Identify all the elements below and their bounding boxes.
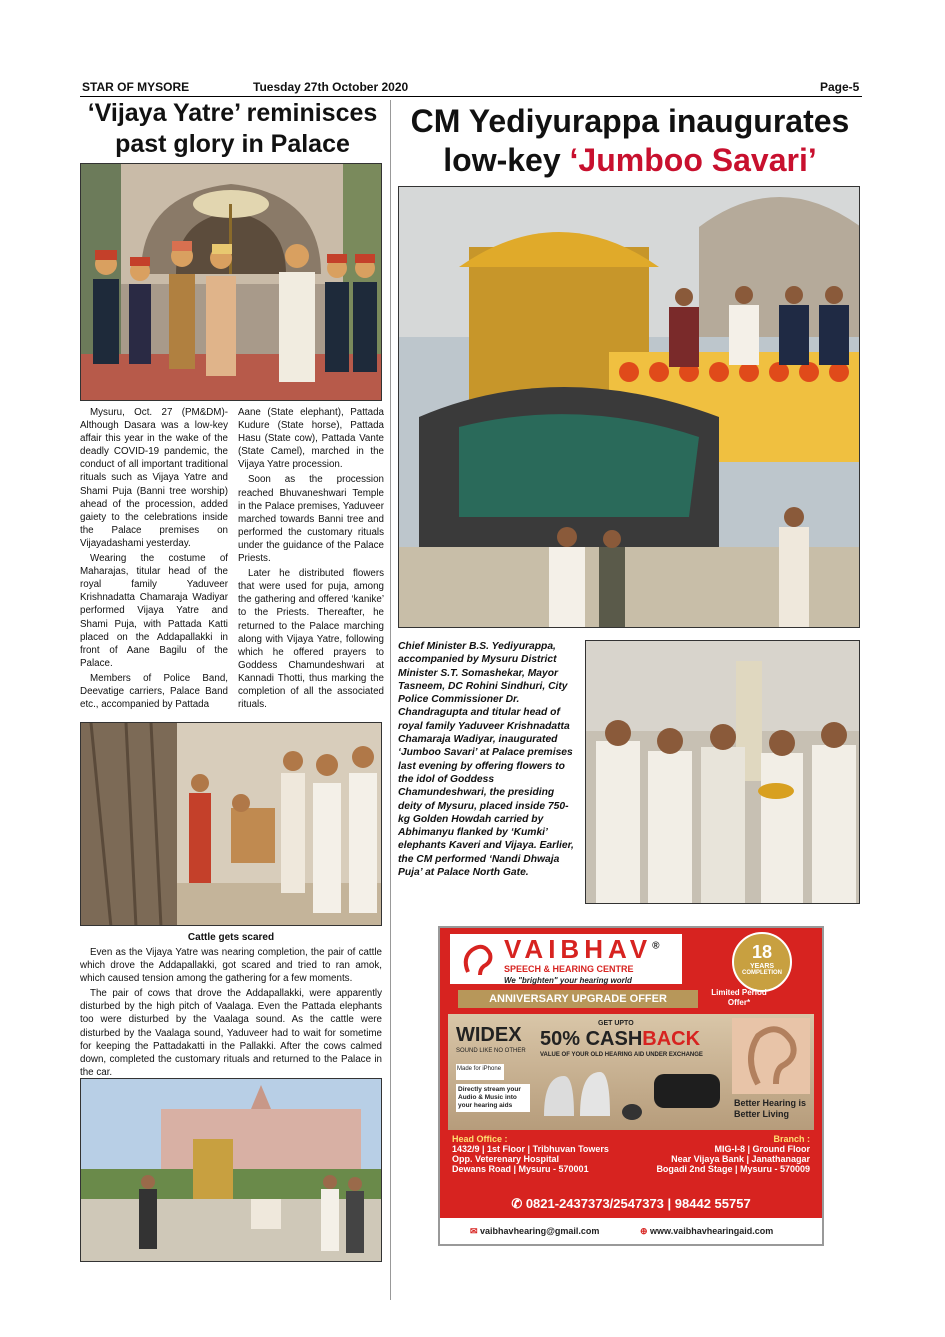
charger-case-icon: [652, 1066, 724, 1114]
ad-phone: ✆ 0821-2437373/2547373 | 98442 55757: [511, 1196, 751, 1211]
page-number: Page-5: [820, 80, 860, 94]
get-upto: GET UPTO: [598, 1020, 634, 1027]
shami-puja-illustration: [81, 723, 382, 926]
branch-office: Branch : MIG-I-8 | Ground Floor Near Vijaya Bank | Janathanagar Bogadi 2nd Stage | Mysuru - 570009: [656, 1134, 810, 1174]
ad-tagline: We "brighten" your hearing world: [504, 976, 632, 985]
right-headline: CM Yediyurappa inaugurates low-key ‘Jumboo Savari’: [410, 103, 850, 178]
mail-icon: ✉: [470, 1226, 481, 1236]
sub-heading-cattle: Cattle gets scared: [187, 932, 275, 943]
photo-palace-cart: [80, 1078, 382, 1262]
years-badge: 18 YEARS COMPLETION: [732, 932, 792, 992]
left-article-col1: Mysuru, Oct. 27 (PM&DM)- Although Dasara was a low-key affair this year in the wake of the deadly COVID-19 pandemic, the conduct of all important traditional rituals such as Vijaya Yatre and Shami Puja (Banni tree worship) ahead of the procession, added gaiety to the celebrations inside the Palace premises on Vijayadashami yesterday. Wearing the costume of Maharajas, titular head of the royal family Yaduveer Krishnadatta Chamaraja Wadiyar performed Vijaya Yatre and Shami Puja, with Pattada Katti placed on the Addapallakki in front of Aane Bagilu of the Palace. Members of Police Band, Deevatige carriers, Palace Band etc., accompanied by Pattada: [80, 407, 228, 711]
photo-vijaya-yatre: [80, 163, 382, 401]
cashback-sub: VALUE OF YOUR OLD HEARING AID UNDER EXCHANGE: [540, 1052, 703, 1058]
left-article-col2: Aane (State elephant), Pattada Kudure (State horse), Pattada Hasu (State cow), Pattada Vante (State Camel), marched in the Vijaya Yatre procession. Soon as the procession reached Bhuvaneshwari Temple in the Palace premises, Yaduveer marched towards Banni tree and performed the customary rituals under the guidance of the Palace Priests. Later he distributed flowers that were used for puja, among the gathering and offered ‘kanike’ to the Priests. Thereafter, he returned to the Palace marching along with Vijaya Yatre, following which he offered prayers to Goddess Chamundeshwari at Kannadi Thotti, thus marking the completion of all the associated rituals.: [238, 407, 384, 711]
anniversary-offer: ANNIVERSARY UPGRADE OFFER: [458, 990, 698, 1008]
ad-offer-panel: [448, 1014, 814, 1130]
stream-note: Directly stream your Audio & Music into your hearing aids: [456, 1084, 530, 1112]
phone-icon: ✆: [511, 1196, 526, 1211]
head-office: Head Office : 1432/9 | 1st Floor | Tribhuvan Towers Opp. Veterenary Hospital Dewans Road | Mysuru - 570001: [452, 1134, 609, 1174]
issue-date: Tuesday 27th October 2020: [253, 80, 409, 94]
vijaya-yatre-illustration: [81, 164, 382, 401]
photo-golden-howdah: [398, 186, 860, 628]
vaibhav-advertisement: [438, 926, 824, 1246]
widex-sub: SOUND LIKE NO OTHER: [456, 1048, 526, 1054]
photo-shami-puja: [80, 722, 382, 926]
better-hearing: Better Hearing is Better Living: [734, 1098, 807, 1119]
ad-subtitle: SPEECH & HEARING CENTRE: [504, 964, 634, 974]
globe-icon: ⊕: [640, 1226, 651, 1236]
ear-photo-icon: [732, 1018, 810, 1094]
newspaper-name: STAR OF MYSORE: [82, 80, 190, 94]
iphone-badge: Made for iPhone: [456, 1064, 504, 1080]
widex-logo: WIDEX: [456, 1024, 522, 1046]
hearing-aids-icon: [534, 1066, 654, 1126]
left-headline: ‘Vijaya Yatre’ reminisces past glory in Palace: [87, 99, 378, 158]
howdah-illustration: [399, 187, 860, 628]
nandi-puja-illustration: [586, 641, 860, 904]
ad-website: ⊕ www.vaibhavhearingaid.com: [640, 1226, 774, 1236]
ad-contact-strip: [440, 1218, 822, 1246]
column-divider: [390, 100, 391, 1300]
cashback: 50% CASHBACK: [540, 1028, 701, 1050]
cattle-paragraphs: Even as the Vijaya Yatre was nearing completion, the pair of cattle which drove the Addapallakki, got scared and tried to ran amok, which caused tension among the gathering for a few moments. The pair of cows that drove the Addapallakki, were apparently disturbed by the high pitch of Vaalaga. Even the Pattada elephants too were disturbed by the Vaalaga sound. As the cattle were disturbed by the Vaalaga sound, Yaduveer had to wait for sometime for keeping the Pattadakatti in the Pallakki. After the cows calmed down, completed the customary rituals and returned to the Palace in the car.: [80, 947, 382, 1078]
ear-logo-icon: [458, 942, 498, 978]
palace-cart-illustration: [81, 1079, 382, 1262]
photo-nandi-dhwaja-puja: [585, 640, 860, 904]
ad-email: ✉ vaibhavhearing@gmail.com: [470, 1226, 600, 1236]
limited-offer: Limited Period Offer*: [711, 988, 767, 1007]
header-rule: [80, 96, 862, 97]
ad-brand: VAIBHAV®: [504, 934, 660, 964]
howdah-caption: Chief Minister B.S. Yediyurappa, accompanied by Mysuru District Minister S.T. Somashekar, Mayor Tasneem, DC Rohini Sindhuri, City Police Commissioner Dr. Chandragupta and titular head of royal family Yaduveer Krishnadatta Chamaraja Wadiyar, inaugurated ‘Jumboo Savari’ at Palace premises last evening by offering flowers to the idol of Goddess Chamundeshwari, the presiding deity of Mysuru, placed inside 750-kg Golden Howdah carried by Abhimanyu flanked by ‘Kumki’ elephants Kaveri and Vijaya. Earlier, the CM performed ‘Nandi Dhwaja Puja’ at Palace North Gate.: [398, 641, 574, 879]
